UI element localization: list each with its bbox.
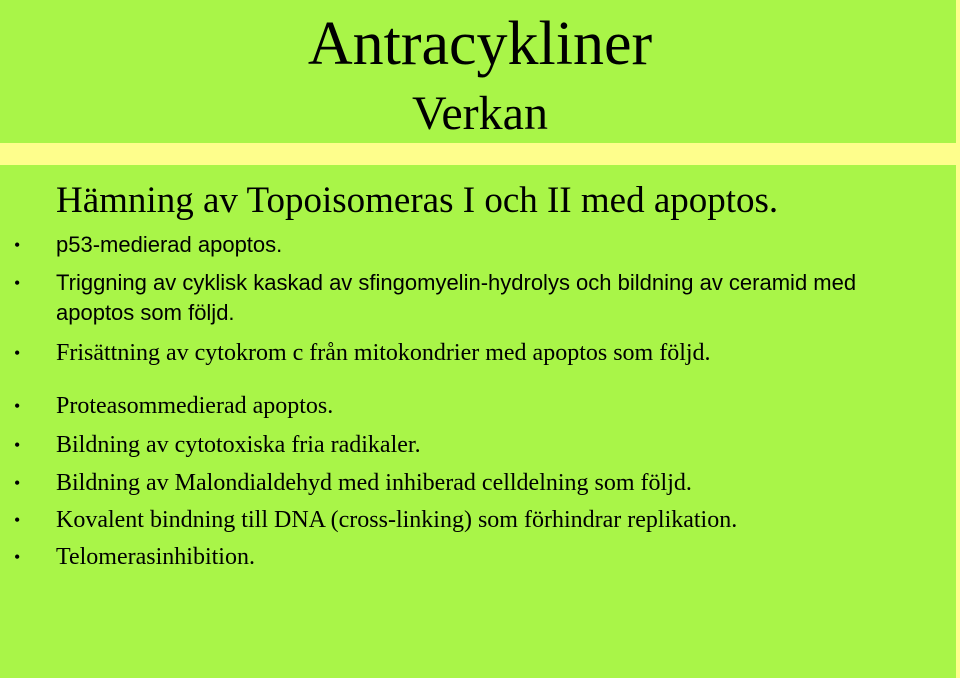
slide-subtitle: Verkan (412, 87, 548, 140)
body-panel (0, 165, 956, 678)
list-item (0, 468, 900, 498)
bullet-text: Bildning av cytotoxiska fria radikaler. (56, 432, 421, 458)
list-item (0, 542, 900, 572)
bullet-icon: • (14, 473, 21, 493)
list-item (0, 391, 900, 421)
slide-title: Antracykliner (307, 10, 653, 78)
list-item (0, 268, 900, 328)
bullet-text: Kovalent bindning till DNA (cross-linking) som förhindrar replikation. (56, 507, 738, 533)
list-item (0, 338, 900, 368)
list-item (0, 230, 900, 260)
bullet-text: Telomerasinhibition. (56, 544, 255, 570)
bullet-icon: • (14, 343, 21, 363)
bullet-icon: • (14, 435, 21, 455)
bullet-icon: • (14, 547, 21, 567)
title-panel (0, 0, 956, 143)
bullet-text: Proteasommedierad apoptos. (56, 393, 334, 419)
bullet-icon: • (14, 510, 21, 530)
bullet-text: Triggning av cyklisk kaskad av sfingomyelin-hydrolys och bildning av ceramid med apoptos som följd. (56, 270, 857, 325)
bullet-icon: • (14, 396, 21, 416)
bullet-icon: • (14, 235, 21, 255)
list-item (0, 505, 900, 535)
list-item (0, 430, 900, 460)
bullet-text: Bildning av Malondialdehyd med inhiberad celldelning som följd. (56, 470, 692, 496)
bullet-text: p53-medierad apoptos. (56, 232, 283, 257)
bullet-icon: • (14, 273, 21, 293)
bullet-text: Frisättning av cytokrom c från mitokondrier med apoptos som följd. (56, 340, 711, 366)
section-heading: Hämning av Topoisomeras I och II med apoptos. (56, 180, 779, 221)
